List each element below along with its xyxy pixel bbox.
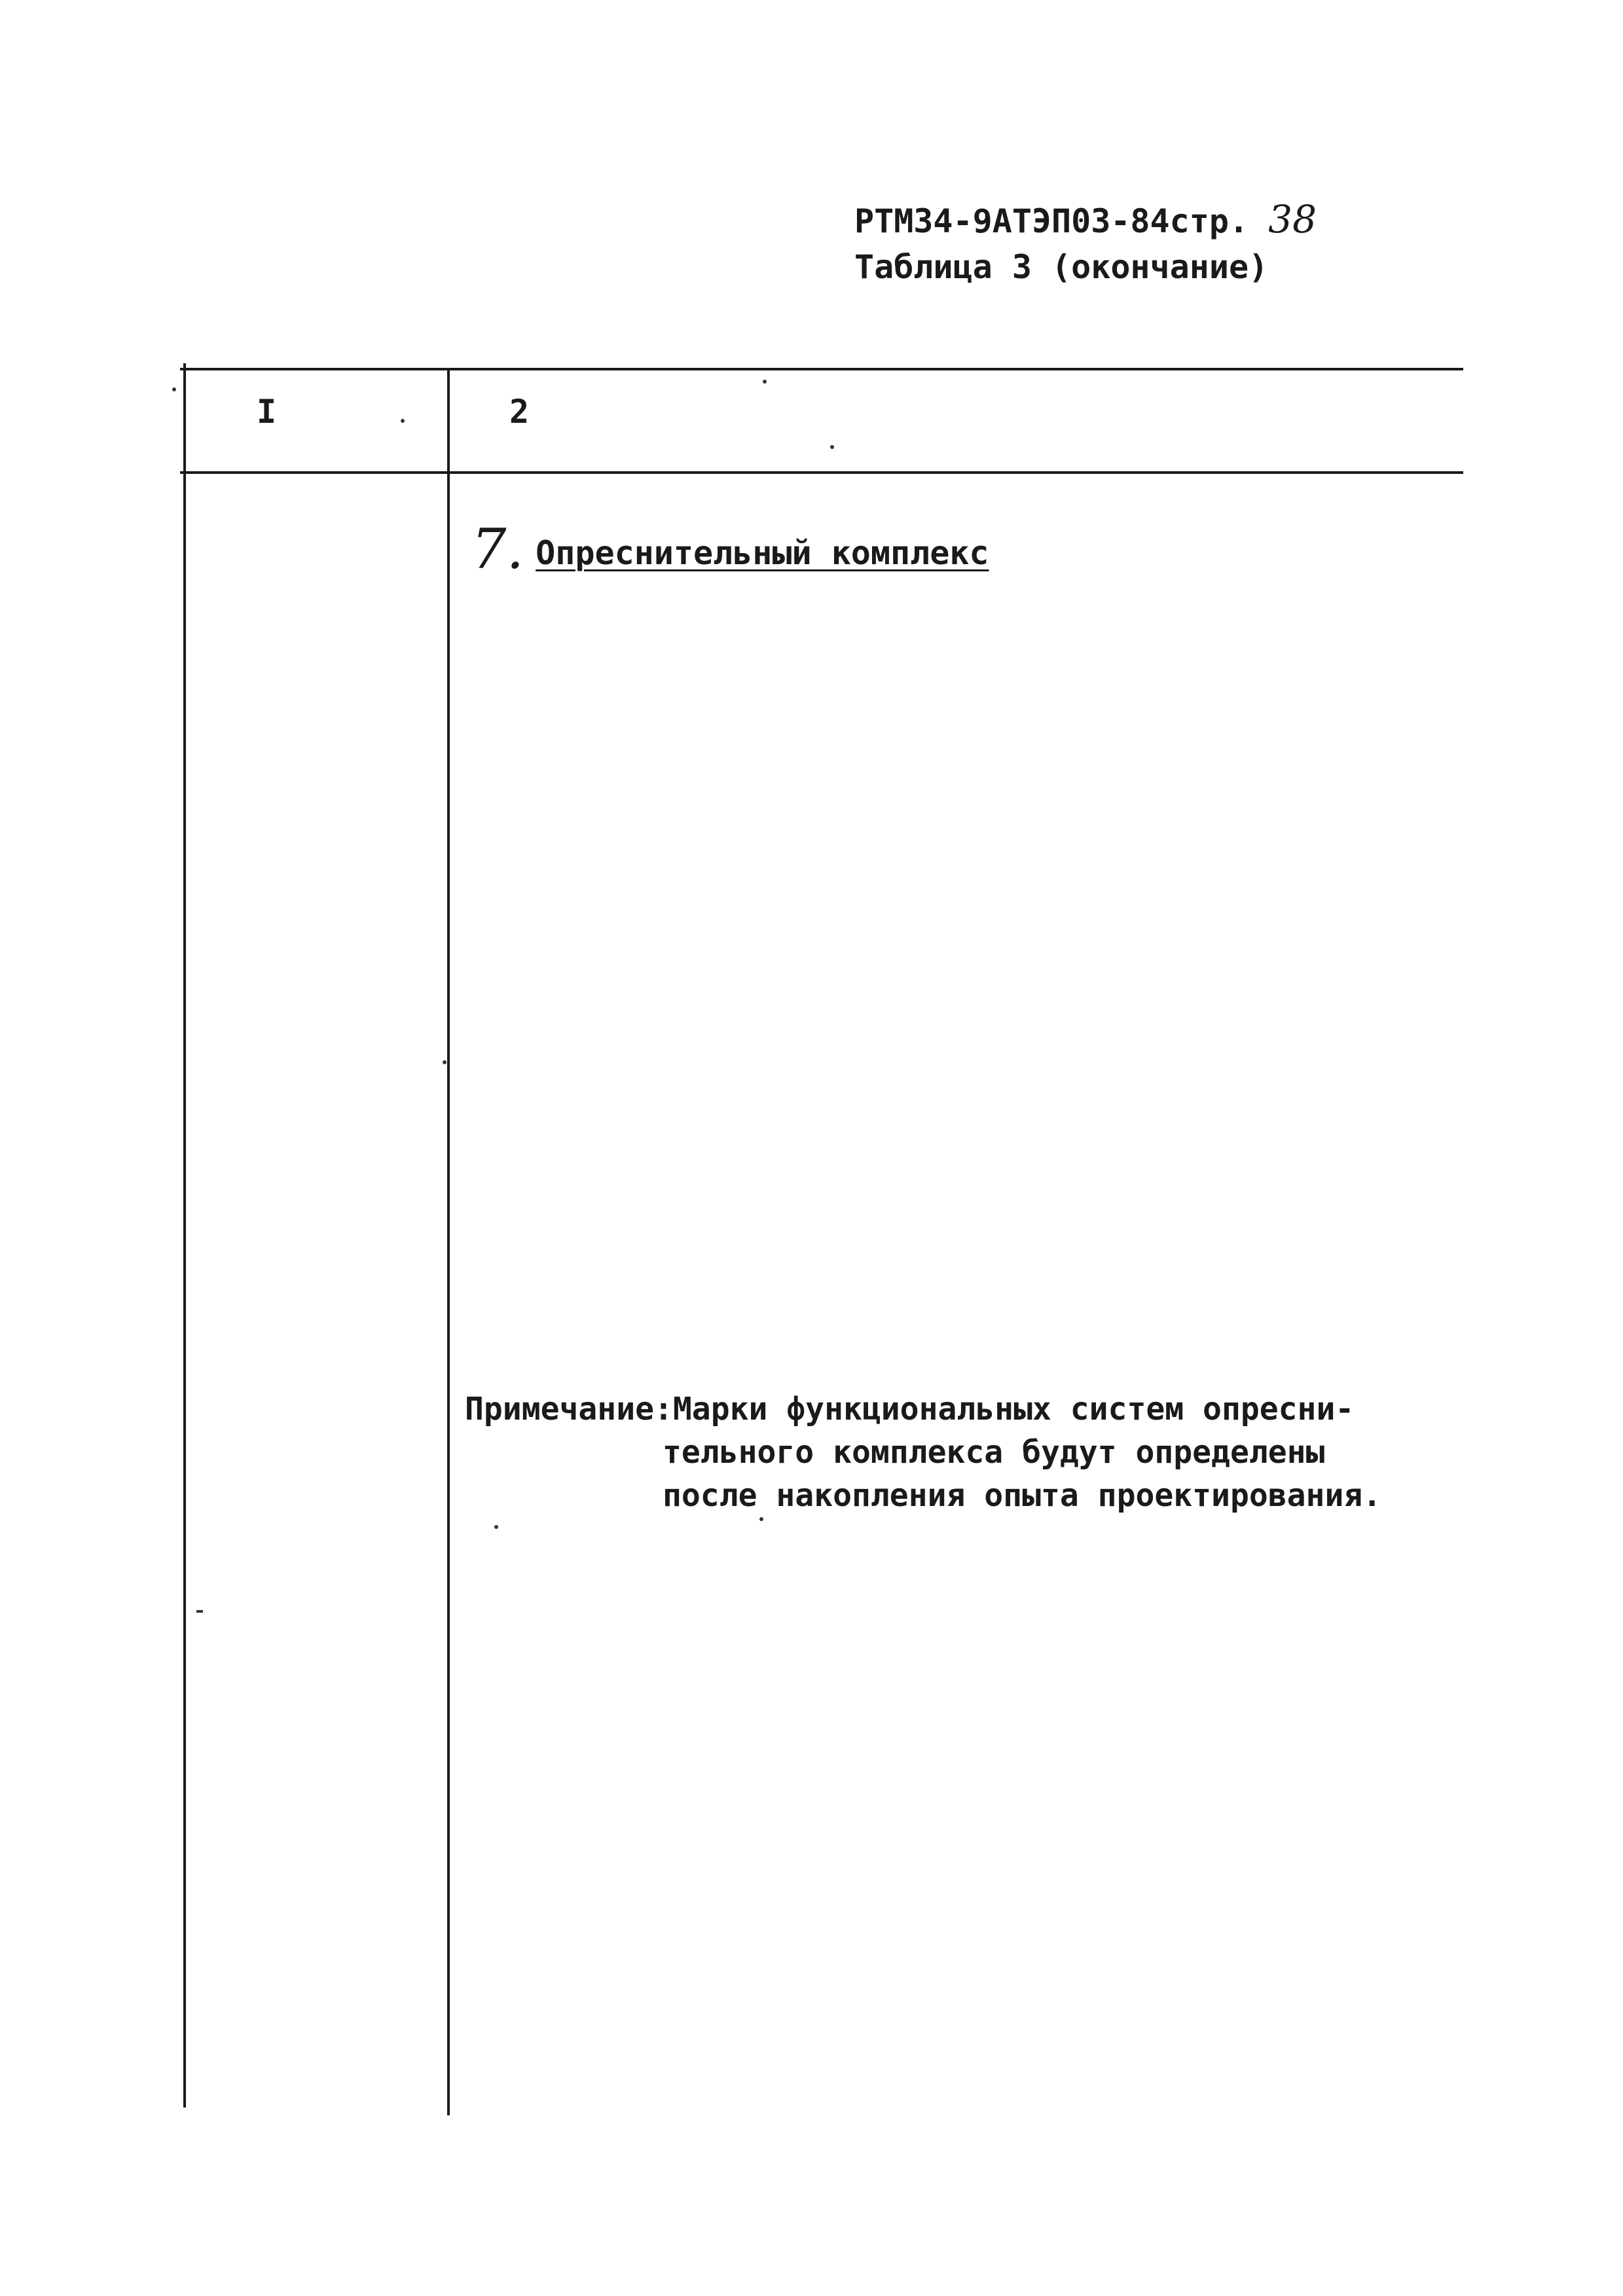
scan-speck <box>172 387 176 391</box>
table-left-border <box>183 363 186 2108</box>
column-header-2: 2 <box>509 393 530 431</box>
section-title: Опреснительный комплекс <box>536 534 989 572</box>
document-code-line <box>854 196 1317 244</box>
table-note <box>465 1388 1381 1517</box>
note-line-1: Марки функциональных систем опресни- <box>672 1391 1355 1427</box>
table-top-border <box>180 368 1463 370</box>
page-number: 38 <box>1268 197 1317 242</box>
table-header-separator <box>180 471 1463 474</box>
scan-speck <box>401 419 405 423</box>
note-line-3: после накопления опыта проектирования. <box>663 1477 1382 1514</box>
table-column-divider <box>447 368 450 2115</box>
table-caption: Таблица 3 (окончание) <box>854 248 1269 286</box>
scan-speck <box>196 1610 203 1613</box>
page-label: стр. <box>1169 202 1249 240</box>
note-label: Примечание: <box>465 1391 673 1427</box>
page-header <box>854 196 1317 290</box>
document-code: РТМ34-9АТЭП03-84 <box>854 202 1170 240</box>
note-line-2: тельного комплекса будут определены <box>663 1434 1325 1471</box>
scan-speck <box>759 1517 763 1521</box>
scan-speck <box>763 380 767 384</box>
scan-speck <box>494 1525 498 1529</box>
scan-speck <box>443 1060 447 1064</box>
section-heading <box>471 517 989 581</box>
section-number: 7. <box>471 517 524 581</box>
scan-speck <box>830 445 834 449</box>
column-header-1: I <box>257 393 277 431</box>
note-first-line <box>465 1388 1381 1431</box>
